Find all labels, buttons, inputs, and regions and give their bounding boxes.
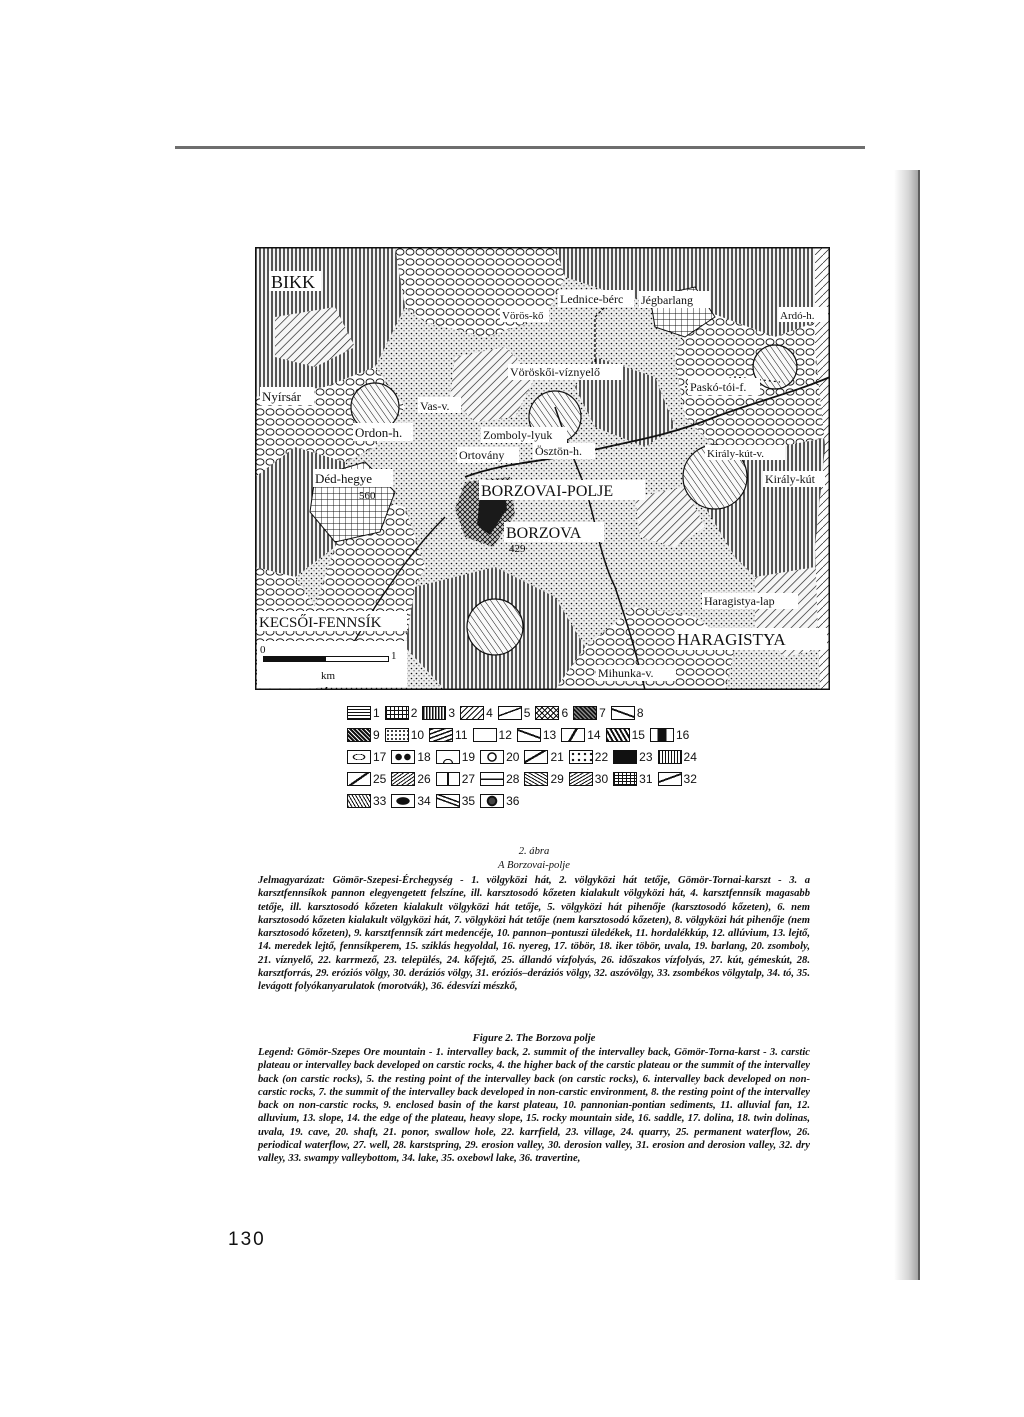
map-scale-bar [257, 641, 407, 687]
legend-item [347, 706, 380, 720]
map-label-ardo: Ardó-h. [780, 310, 815, 322]
legend-number: 13 [542, 728, 557, 742]
legend-number: 34 [417, 794, 431, 808]
map-label-kiraly-kut: Király-kút [765, 472, 815, 486]
legend-item [347, 794, 386, 808]
legend-item [613, 750, 652, 764]
page-top-rule [175, 146, 865, 149]
legend-number: 11 [455, 728, 468, 742]
legend-number: 9 [373, 728, 380, 742]
legend-item [385, 728, 424, 742]
legend-swatch [480, 772, 504, 786]
figure-number-hu: 2. ábra [518, 846, 550, 857]
page-number: 130 [228, 1229, 266, 1250]
legend-item [391, 794, 430, 808]
legend-row [347, 768, 747, 790]
map-label-voroskoi-viznyelo: Vöröskői-víznyelő [510, 365, 600, 379]
map-label-osztonh: Ösztön-h. [535, 444, 582, 458]
legend-swatch [429, 728, 453, 742]
legend-number: 20 [506, 750, 520, 764]
legend-swatch [391, 772, 415, 786]
map-label-zomboly: Zomboly-lyuk [483, 428, 553, 442]
legend-number: 26 [417, 772, 431, 786]
legend-number: 1 [373, 706, 380, 720]
legend-number: 10 [410, 728, 425, 742]
legend-number: 12 [498, 728, 512, 742]
legend-swatch [650, 728, 674, 742]
legend-item [658, 750, 697, 764]
scale-unit: km [321, 670, 336, 682]
legend-swatch [524, 772, 548, 786]
legend-swatch [606, 728, 630, 742]
legend-swatch [347, 750, 371, 764]
legend-swatch [385, 706, 409, 720]
legend-number: 33 [373, 794, 387, 808]
caption-en-body: Legend: Gömör-Szepes Ore mountain - 1. intervalley back, 2. summit of the intervalley back, Gömör-Torna-karst - 3. carstic plateau or intervalley back developed on carstic rocks, 4. the higher back of the carstic plateau or the summit of the intervalley back (on carstic rocks), 5. the resting point of the intervalley back (on carstic rocks), 6. intervalley back developed on non-carstic rocks, 7. the summit of the intervalley back developed in non-carstic environment, 8. the resting point of the intervalley back on non-carstic rocks, 9. enclosed basin of the karst plateau, 10. pannonian-pontian sediments, 11. alluvial fan, 12. alluvium, 13. slope, 14. the edge of the plateau, heavy slope, 15. rocky mountain side, 16. saddle, 17. dolina, 18. twin dolinas, uvala, 19. cave, 20. shaft, 21. ponor, swallow hole, 22. karrfield, 23. village, 24. quarry, 25. permanent waterflow, 26. periodical waterflow, 27. well, 28. karstspring, 29. erosion valley, 30. derosion valley, 31. erosion and derosion valley, 32. dry valley, 33. swampy valleybottom, 34. lake, 35. oxebowl lake, 36. travertine, [258, 1047, 810, 1165]
map-label-haragistya-lap: Haragistya-lap [704, 594, 775, 608]
legend-swatch [436, 750, 460, 764]
legend-swatch [613, 750, 637, 764]
legend-item [480, 794, 519, 808]
legend-swatch [573, 706, 597, 720]
legend-swatch [524, 750, 548, 764]
map-legend [347, 702, 747, 812]
legend-item [498, 706, 531, 720]
legend-row [347, 702, 747, 724]
map-label-bikk: BIKK [271, 272, 315, 292]
map-label-borzova: BORZOVA [506, 525, 582, 542]
legend-swatch [611, 706, 635, 720]
legend-row [347, 746, 747, 768]
legend-item [535, 706, 568, 720]
legend-item [347, 750, 386, 764]
legend-item [385, 706, 418, 720]
legend-item [480, 750, 519, 764]
legend-number: 23 [639, 750, 653, 764]
legend-swatch [460, 706, 484, 720]
legend-number: 25 [373, 772, 387, 786]
map-label-borzovai-polje: BORZOVAI-POLJE [481, 483, 614, 500]
scale-zero: 0 [260, 644, 266, 656]
legend-item [422, 706, 455, 720]
figure-title-hu: A Borzovai-polje [498, 860, 570, 871]
legend-swatch [473, 728, 497, 742]
legend-swatch [517, 728, 541, 742]
legend-item [569, 750, 608, 764]
legend-item [429, 728, 467, 742]
legend-number: 5 [523, 706, 531, 720]
legend-item [658, 772, 697, 786]
legend-item [391, 772, 430, 786]
map-label-borzova-elevation: 429 [509, 543, 526, 555]
borzova-polje-map [255, 247, 830, 690]
legend-number: 15 [631, 728, 645, 742]
legend-item [436, 750, 475, 764]
legend-item [606, 728, 645, 742]
legend-swatch [658, 772, 682, 786]
legend-item [436, 772, 475, 786]
legend-number: 30 [594, 772, 609, 786]
legend-swatch [535, 706, 559, 720]
caption-hu-body: Jelmagyarázat: Gömör-Szepesi-Érchegység - 1. völgyközi hát, 2. völgyközi hát tetője, Gömör-Tornai-karszt - 3. a karsztfennsíkok pannon elegyengetett felszíne, ill. karsztosodó kőzeten kialakult völgyközi hát, 4. karsztfennsík magasabb tetője, ill. karsztosodó kőzeten kialakult völgyközi hát tetője, 5. völgyközi hát pihenője (karsztosodó kőzeten), 6. nem karsztosodó kőzeten kialakult völgyközi hát, 7. völgyközi hát tetője (nem karsztosodó kőzeten), 8. völgyközi hát pihenője (nem karsztosodó kőzeten), 9. karsztfennsík zárt medencéje, 10. pannon–pontuszi üledékek, 11. hordalékkúp, 12. allúvium, 13. lejtő, 14. meredek lejtő, fennsíkperem, 15. sziklás hegyoldal, 16. nyereg, 17. töbör, 18. iker töbör, uvala, 19. barlang, 20. zsomboly, 21. víznyelő, 22. karrmező, 23. település, 24. kőfejtő, 25. állandó vízfolyás, 26. időszakos vízfolyás, 27. kút, gémeskút, 28. karsztforrás, 29. eróziós völgy, 30. deráziós völgy, 31. eróziós–deráziós völgy, 32. aszóvölgy, 33. zsombékos völgytalp, 34. tó, 35. levágott folyókanyarulatok (morotvák), 36. édesvízi mészkő, [258, 875, 810, 993]
legend-swatch [391, 750, 415, 764]
legend-number: 35 [461, 794, 476, 808]
legend-item [480, 772, 519, 786]
legend-number: 22 [594, 750, 609, 764]
legend-number: 6 [561, 706, 569, 720]
legend-swatch [391, 794, 415, 808]
legend-number: 2 [410, 706, 418, 720]
legend-swatch [561, 728, 585, 742]
legend-number: 19 [461, 750, 476, 764]
legend-row [347, 724, 747, 746]
map-label-kecsoi-fennsik: KECSŐI-FENNSÍK [259, 615, 382, 631]
legend-item [347, 772, 386, 786]
legend-swatch [569, 750, 593, 764]
map-label-ded-elevation: 560 [359, 490, 376, 502]
legend-item [391, 750, 430, 764]
legend-swatch [422, 706, 446, 720]
map-label-voros: Vörös-kő [502, 310, 544, 322]
legend-item [561, 728, 600, 742]
legend-swatch [436, 772, 460, 786]
legend-item [473, 728, 512, 742]
map-label-ortovany: Ortovány [459, 448, 505, 462]
legend-item [460, 706, 493, 720]
legend-item [573, 706, 606, 720]
legend-swatch [347, 772, 371, 786]
map-label-pasko: Paskó-tói-f. [690, 380, 747, 394]
legend-number: 32 [683, 772, 697, 786]
legend-swatch [347, 706, 371, 720]
legend-swatch [498, 706, 522, 720]
legend-swatch [436, 794, 460, 808]
legend-swatch [569, 772, 593, 786]
legend-number: 16 [675, 728, 690, 742]
map-label-jegbarlang: Jégbarlang [641, 293, 693, 307]
legend-row [347, 790, 747, 812]
map-label-ded-hegye: Déd-hegye [315, 471, 373, 486]
legend-number: 24 [683, 750, 697, 764]
book-spine-edge [918, 170, 920, 1280]
legend-number: 17 [373, 750, 387, 764]
map-label-lednice: Lednice-bérc [560, 292, 624, 306]
map-label-kiraly-kut-v: Király-kút-v. [707, 448, 765, 460]
legend-item [613, 772, 652, 786]
legend-swatch [385, 728, 409, 742]
legend-swatch [658, 750, 682, 764]
map-label-haragistya: HARAGISTYA [677, 630, 786, 649]
legend-swatch [480, 794, 504, 808]
book-spine-shadow [894, 170, 920, 1280]
legend-number: 28 [506, 772, 520, 786]
map-label-nyirsar: Nyírsár [262, 389, 301, 404]
map-label-ordon: Ordon-h. [355, 425, 403, 440]
map-label-vas: Vas-v. [420, 399, 450, 413]
legend-number: 21 [550, 750, 564, 764]
legend-swatch [347, 728, 371, 742]
legend-number: 14 [587, 728, 601, 742]
legend-number: 7 [599, 706, 606, 720]
legend-swatch [347, 794, 371, 808]
legend-number: 31 [639, 772, 653, 786]
legend-item [650, 728, 689, 742]
legend-swatch [480, 750, 504, 764]
caption-hu-heading [258, 845, 810, 873]
legend-number: 3 [448, 706, 456, 720]
legend-swatch [613, 772, 637, 786]
legend-item [517, 728, 556, 742]
scale-one: 1 [391, 650, 397, 662]
legend-number: 29 [550, 772, 564, 786]
figure-title-en: Figure 2. The Borzova polje [472, 1033, 596, 1044]
map-label-mihunka: Mihunka-v. [598, 666, 654, 680]
legend-number: 4 [486, 706, 493, 720]
legend-number: 36 [506, 794, 520, 808]
legend-item [569, 772, 608, 786]
legend-number: 8 [636, 706, 644, 720]
legend-item [436, 794, 475, 808]
legend-item [347, 728, 380, 742]
legend-item [611, 706, 644, 720]
legend-item [524, 750, 563, 764]
legend-item [524, 772, 563, 786]
legend-number: 18 [417, 750, 431, 764]
legend-number: 27 [461, 772, 476, 786]
